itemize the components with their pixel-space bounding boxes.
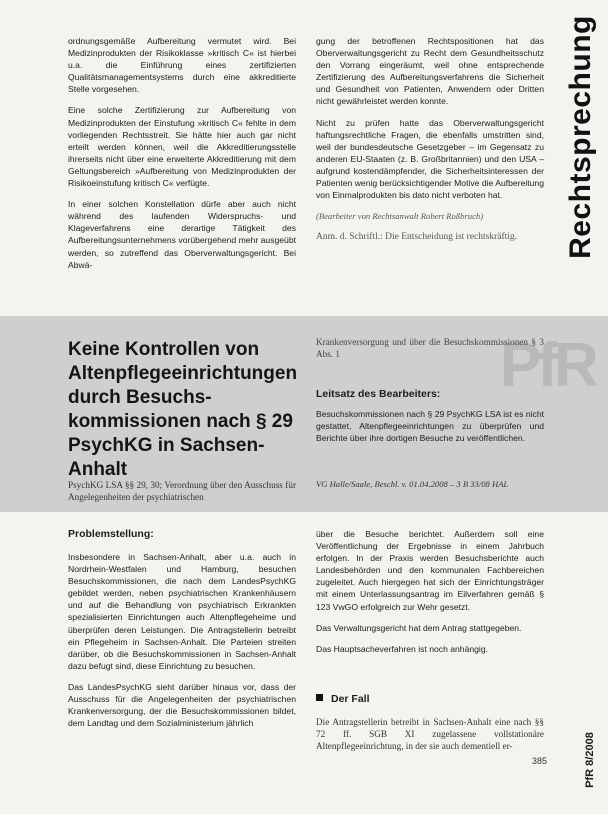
- footer-journal-tag: PfR 8/2008: [584, 732, 596, 788]
- bottom-right-column: [316, 528, 544, 664]
- paragraph: Das Verwaltungsgericht hat dem Antrag stattgegeben.: [316, 622, 522, 633]
- leitsatz-heading: Leitsatz des Bearbeiters:: [316, 388, 441, 400]
- journal-logo-watermark: PfR: [500, 331, 595, 400]
- editor-note: Anm. d. Schriftl.: Die Entscheidung ist rechtskräftig.: [316, 232, 518, 243]
- paragraph: Eine solche Zertifizierung zur Aufbereitung von Medizinprodukten der Einstufung »kritisch C« fehlte in dem vorliegenden Rechtsstreit. Sie hätte hier auch gar nicht erteilt werden können, weil die Akkreditierungsstelle ihrerseits nicht über eine erweiterte Akkreditierung mit dem Geltungsbereich »Aufbereitung von Medizinprodukten der Risikoeinstufung kritisch C« verfügte.: [68, 105, 296, 189]
- top-right-column: [316, 35, 544, 252]
- top-left-column: [68, 35, 296, 280]
- problem-column: [68, 551, 296, 738]
- article-headline: Keine Kontrollen von Altenpflegeeinrichtungen durch Besuchs- kommissionen nach § 29 PsychKG in Sachsen-Anhalt: [68, 339, 298, 480]
- page-number: 385: [532, 756, 548, 766]
- problem-heading: Problemstellung:: [68, 528, 154, 540]
- paragraph: In einer solchen Konstellation dürfe aber auch nicht während des laufenden Widerspruchs- und Klageverfahrens eine derartige Tätigkeit des Aufbereitungsunternehmens vorübergehend mehr ausgeübt werden, so zutreffend das Oberverwaltungsgericht. Bei Abwä-: [68, 199, 296, 270]
- paragraph: Das LandesPsychKG sieht darüber hinaus vor, dass der Ausschuss für die Angelegenheiten der psychiatrischen Krankenversorgung, der die Besuchskommissionen bildet, dem Landtag und dem Sozialministerium jährlich: [68, 681, 296, 729]
- section-label: Rechtsprechung: [564, 15, 597, 259]
- court-reference: VG Halle/Saale, Beschl. v. 01.04.2008 – 3 B 33/08 HAL: [316, 479, 509, 489]
- bullet-square-icon: [316, 694, 323, 701]
- paragraph: Das Hauptsacheverfahren ist noch anhängig.: [316, 643, 488, 654]
- paragraph: ordnungsgemäße Aufbereitung vermutet wird. Bei Medizinprodukten der Risikoklasse »kritisch C« ist hierbei u.a. die Einführung eines zertifizierten Qualitätsmanagementsystems durch eine akkreditierte Stelle vorgesehen.: [68, 36, 296, 95]
- paragraph: Insbesondere in Sachsen-Anhalt, aber u.a. auch in Nordrhein-Westfalen und Hamburg, besuchen Besuchskommissionen, die nach dem LandesPsychKG gebildet werden, neben psychiatrischen Krankenhäusern und auf die Behandlung von psychiatrisch Erkrankten spezialisierten Einrichtungen auch Altenpflegeheime und überprüfen deren Leistungen. Die Antragstellerin betreibt ein Pflegeheim in Sachsen-Anhalt. Die Parteien streiten darüber, ob die Besuchskommissionen in Sachsen-Anhalt dazu befugt sind, diese Einrichtung zu besuchen.: [68, 552, 296, 671]
- norm-reference-left: PsychKG LSA §§ 29, 30; Verordnung über den Ausschuss für Angelegenheiten der psychiatrischen: [68, 480, 296, 503]
- leitsatz-text: Besuchskommissionen nach § 29 PsychKG LSA ist es nicht gestattet, Altenpflegeeinrichtungen zu überprüfen und Berichte über ihre dortigen Besuche zu veröffentlichen.: [316, 409, 544, 444]
- fall-text: Die Antragstellerin betreibt in Sachsen-Anhalt eine nach §§ 72 ff. SGB XI zugelassene vollstationäre Altenpflegeeinrichtung, in der sie auch dementiell er-: [316, 717, 544, 752]
- norm-reference-right: Krankenversorgung und über die Besuchskommissionen § 3 Abs. 1: [316, 337, 544, 360]
- paragraph: über die Besuche berichtet. Außerdem soll eine Veröffentlichung der Ergebnisse in einem Jahrbuch erfolgen. In der Praxis werden Besuchsberichte auch Landesbehörden und den kommunalen Fachbereichen zugeleitet. Auch hiergegen hat sich der Einrichtungsträger mit einem Unterlassungsantrag im Eilverfahren gemäß § 123 VwGO erfolgreich zur Wehr gesetzt.: [316, 529, 544, 612]
- editor-credit: (Bearbeiter von Rechtsanwalt Robert Roßbruch): [316, 211, 484, 222]
- fall-heading: Der Fall: [316, 693, 370, 705]
- paragraph: Nicht zu prüfen hatte das Oberverwaltungsgericht haftungsrechtliche Fragen, die ebenfalls umstritten sind, weil der bundesdeutsche Gesetzgeber – im Gegensatz zu anderen EU-Staaten (z. B. Großbritannien) und den USA – aufgrund kostendämpfender, die Sicherheitsinteressen der Patienten wenig berücksichtigender Motive die Aufbereitung von Einmalprodukten bis dato nicht verboten hat.: [316, 117, 544, 201]
- paragraph: gung der betroffenen Rechtspositionen hat das Oberverwaltungsgericht zu Recht dem Gesundheitsschutz den Vorrang eingeräumt, weil ohne entsprechende Zertifizierung des Aufbereitungsverfahrens die Sicherheit und Gesundheit von Patienten, Anwendern oder Dritten nicht gewährleistet werden konnte.: [316, 36, 544, 107]
